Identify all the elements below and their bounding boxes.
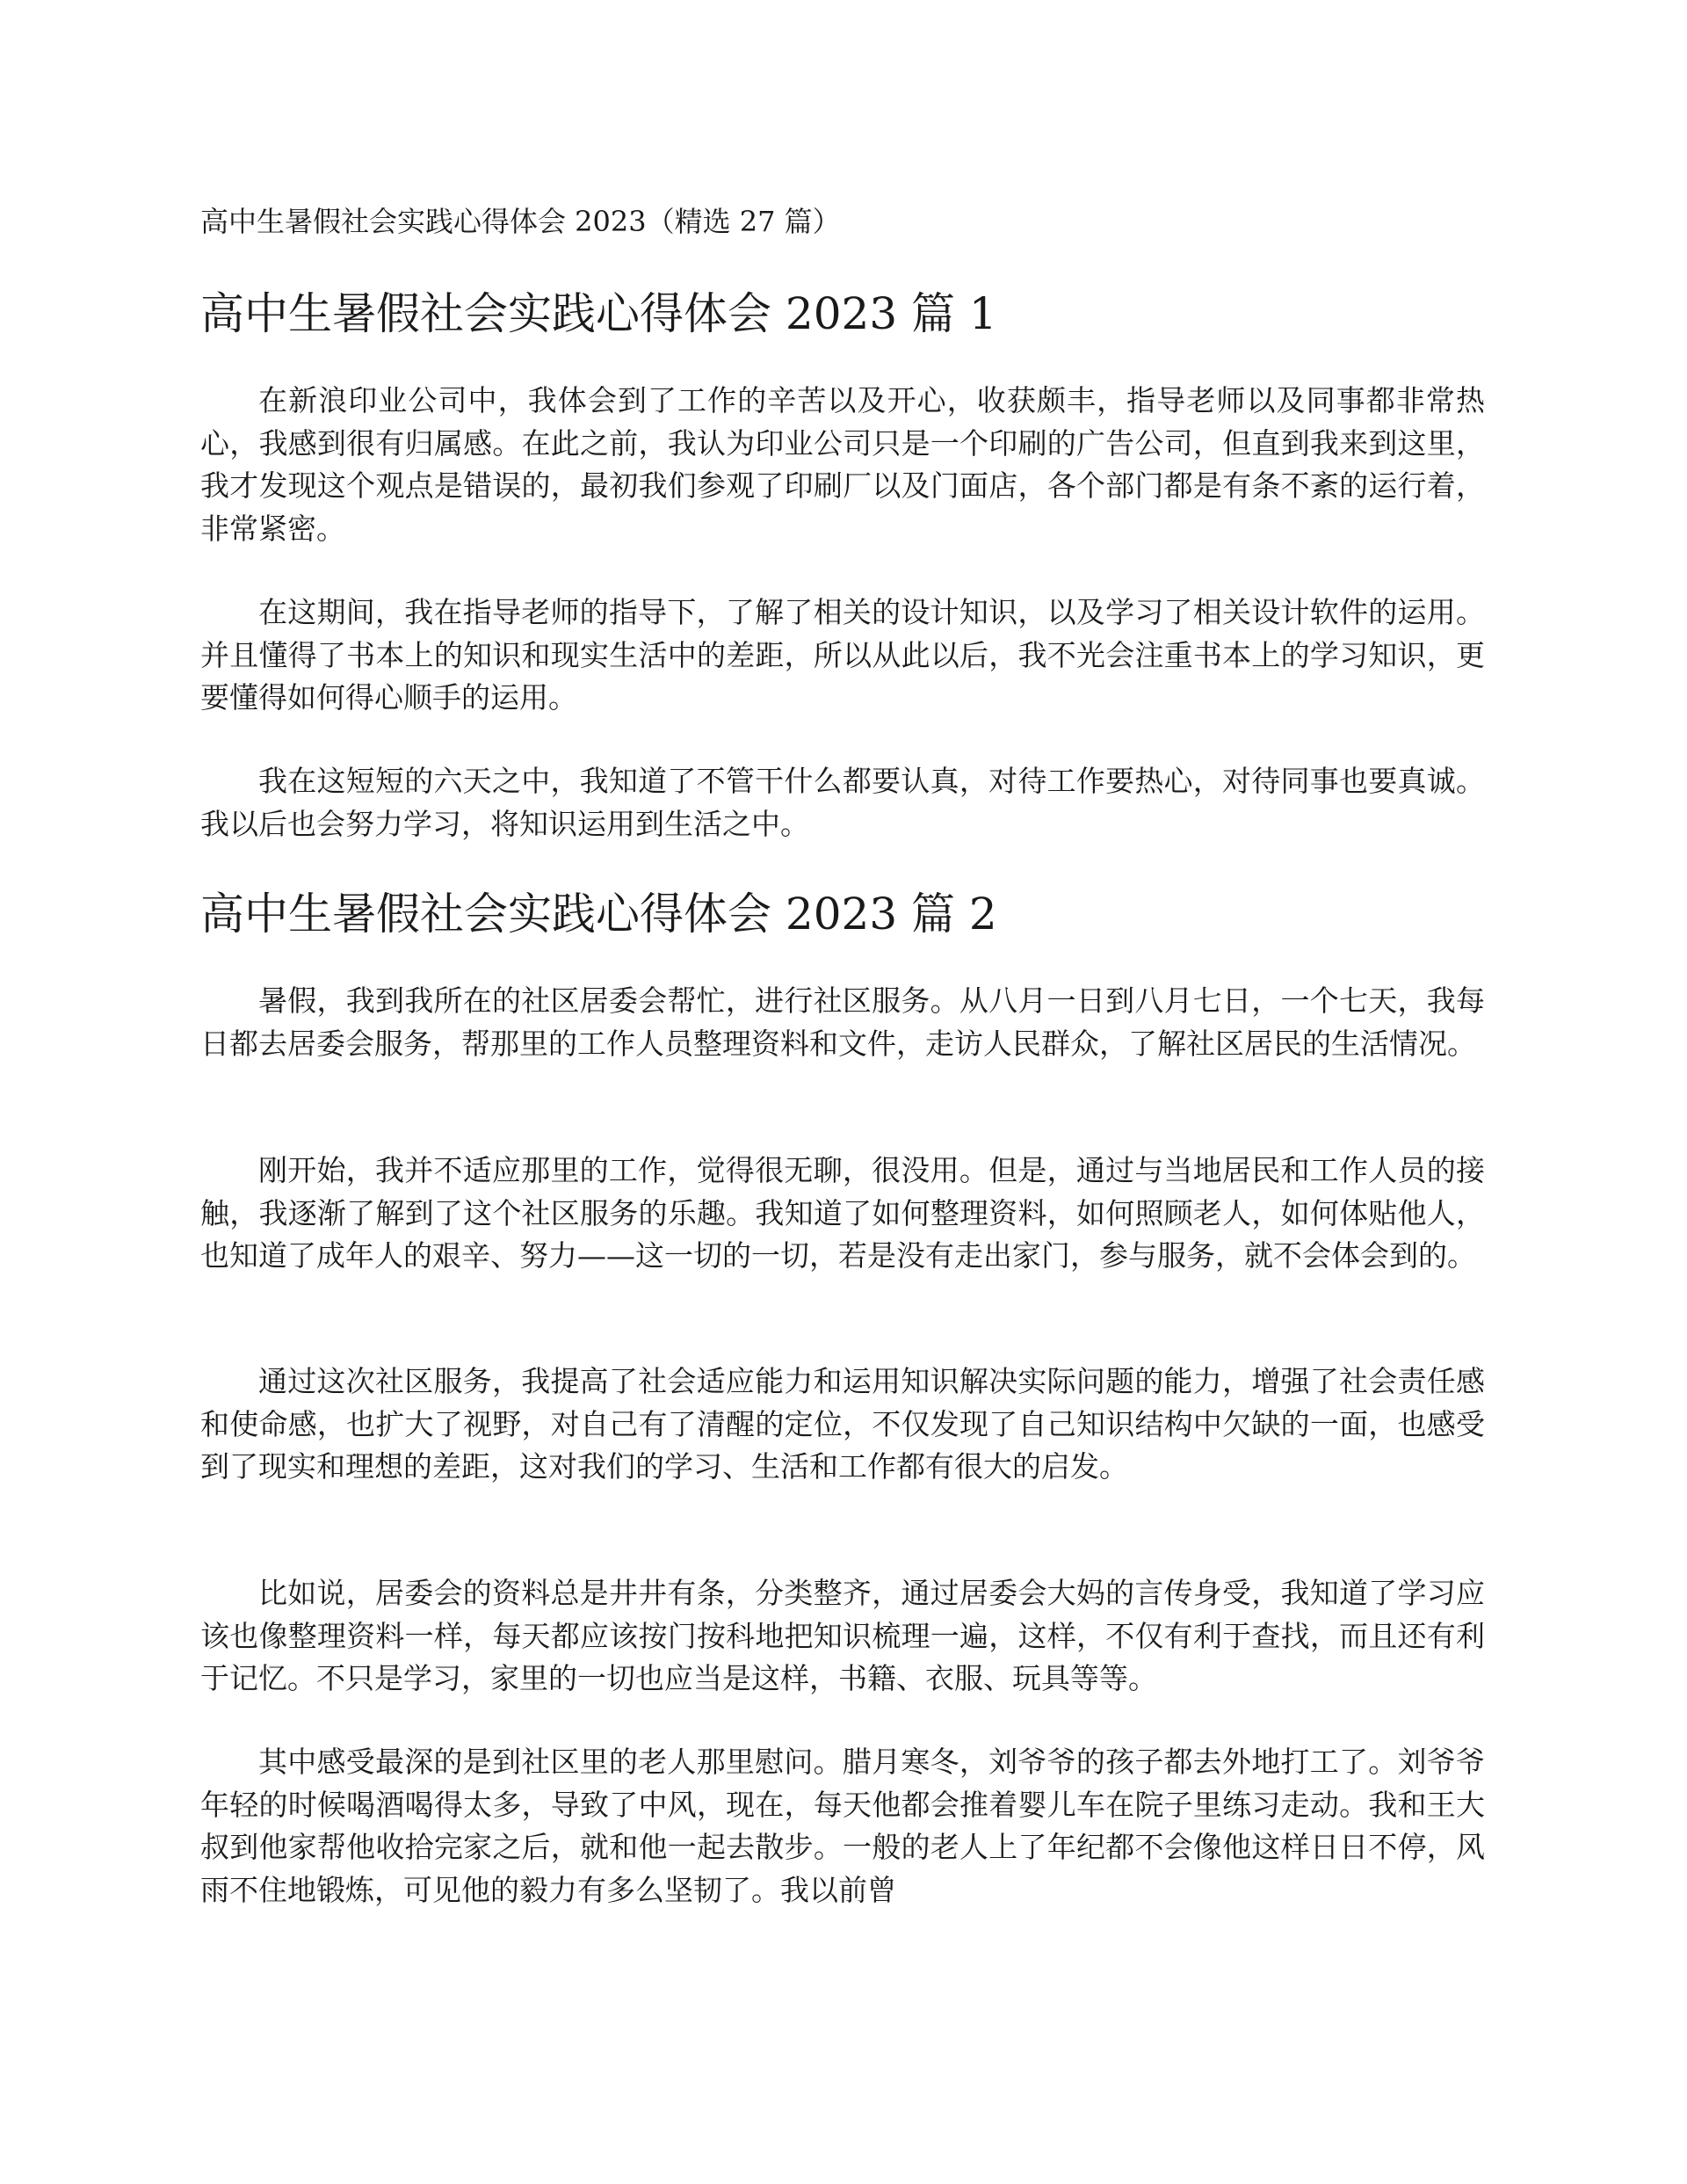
- paragraph: 比如说，居委会的资料总是井井有条，分类整齐，通过居委会大妈的言传身受，我知道了学习应该也像整理资料一样，每天都应该按门按科地把知识梳理一遍，这样，不仅有利于查找，而且还有利于记忆。不只是学习，家里的一切也应当是这样，书籍、衣服、玩具等等。: [200, 1576, 1485, 1695]
- paragraph: 刚开始，我并不适应那里的工作，觉得很无聊，很没用。但是，通过与当地居民和工作人员的接触，我逐渐了解到了这个社区服务的乐趣。我知道了如何整理资料，如何照顾老人，如何体贴他人，也知道了成年人的艰辛、努力——这一切的一切，若是没有走出家门，参与服务，就不会体会到的。: [200, 1153, 1485, 1273]
- paragraph: 我在这短短的六天之中，我知道了不管干什么都要认真，对待工作要热心，对待同事也要真诚。我以后也会努力学习，将知识运用到生活之中。: [200, 764, 1485, 841]
- paragraph: 其中感受最深的是到社区里的老人那里慰问。腊月寒冬，刘爷爷的孩子都去外地打工了。刘爷爷年轻的时候喝酒喝得太多，导致了中风，现在，每天他都会推着婴儿车在院子里练习走动。我和王大叔到他家帮他收拾完家之后，就和他一起去散步。一般的老人上了年纪都不会像他这样日日不停，风雨不住地锻炼，可见他的毅力有多么坚韧了。我以前曾: [200, 1745, 1485, 1907]
- section-heading-1: 高中生暑假社会实践心得体会 2023 篇 1: [200, 288, 997, 339]
- section-heading-2: 高中生暑假社会实践心得体会 2023 篇 2: [200, 889, 997, 940]
- paragraph: 暑假，我到我所在的社区居委会帮忙，进行社区服务。从八月一日到八月七日，一个七天，我每日都去居委会服务，帮那里的工作人员整理资料和文件，走访人民群众，了解社区居民的生活情况。: [200, 983, 1485, 1061]
- document-title: 高中生暑假社会实践心得体会 2023（精选 27 篇）: [200, 205, 841, 238]
- paragraph: 在新浪印业公司中，我体会到了工作的辛苦以及开心，收获颇丰，指导老师以及同事都非常热心，我感到很有归属感。在此之前，我认为印业公司只是一个印刷的广告公司，但直到我来到这里，我才发现这个观点是错误的，最初我们参观了印刷厂以及门面店，各个部门都是有条不紊的运行着，非常紧密。: [200, 383, 1485, 546]
- paragraph: 在这期间，我在指导老师的指导下，了解了相关的设计知识，以及学习了相关设计软件的运用。并且懂得了书本上的知识和现实生活中的差距，所以从此以后，我不光会注重书本上的学习知识，更要懂得如何得心顺手的运用。: [200, 595, 1485, 715]
- paragraph: 通过这次社区服务，我提高了社会适应能力和运用知识解决实际问题的能力，增强了社会责任感和使命感，也扩大了视野，对自己有了清醒的定位，不仅发现了自己知识结构中欠缺的一面，也感受到了现实和理想的差距，这对我们的学习、生活和工作都有很大的启发。: [200, 1364, 1485, 1484]
